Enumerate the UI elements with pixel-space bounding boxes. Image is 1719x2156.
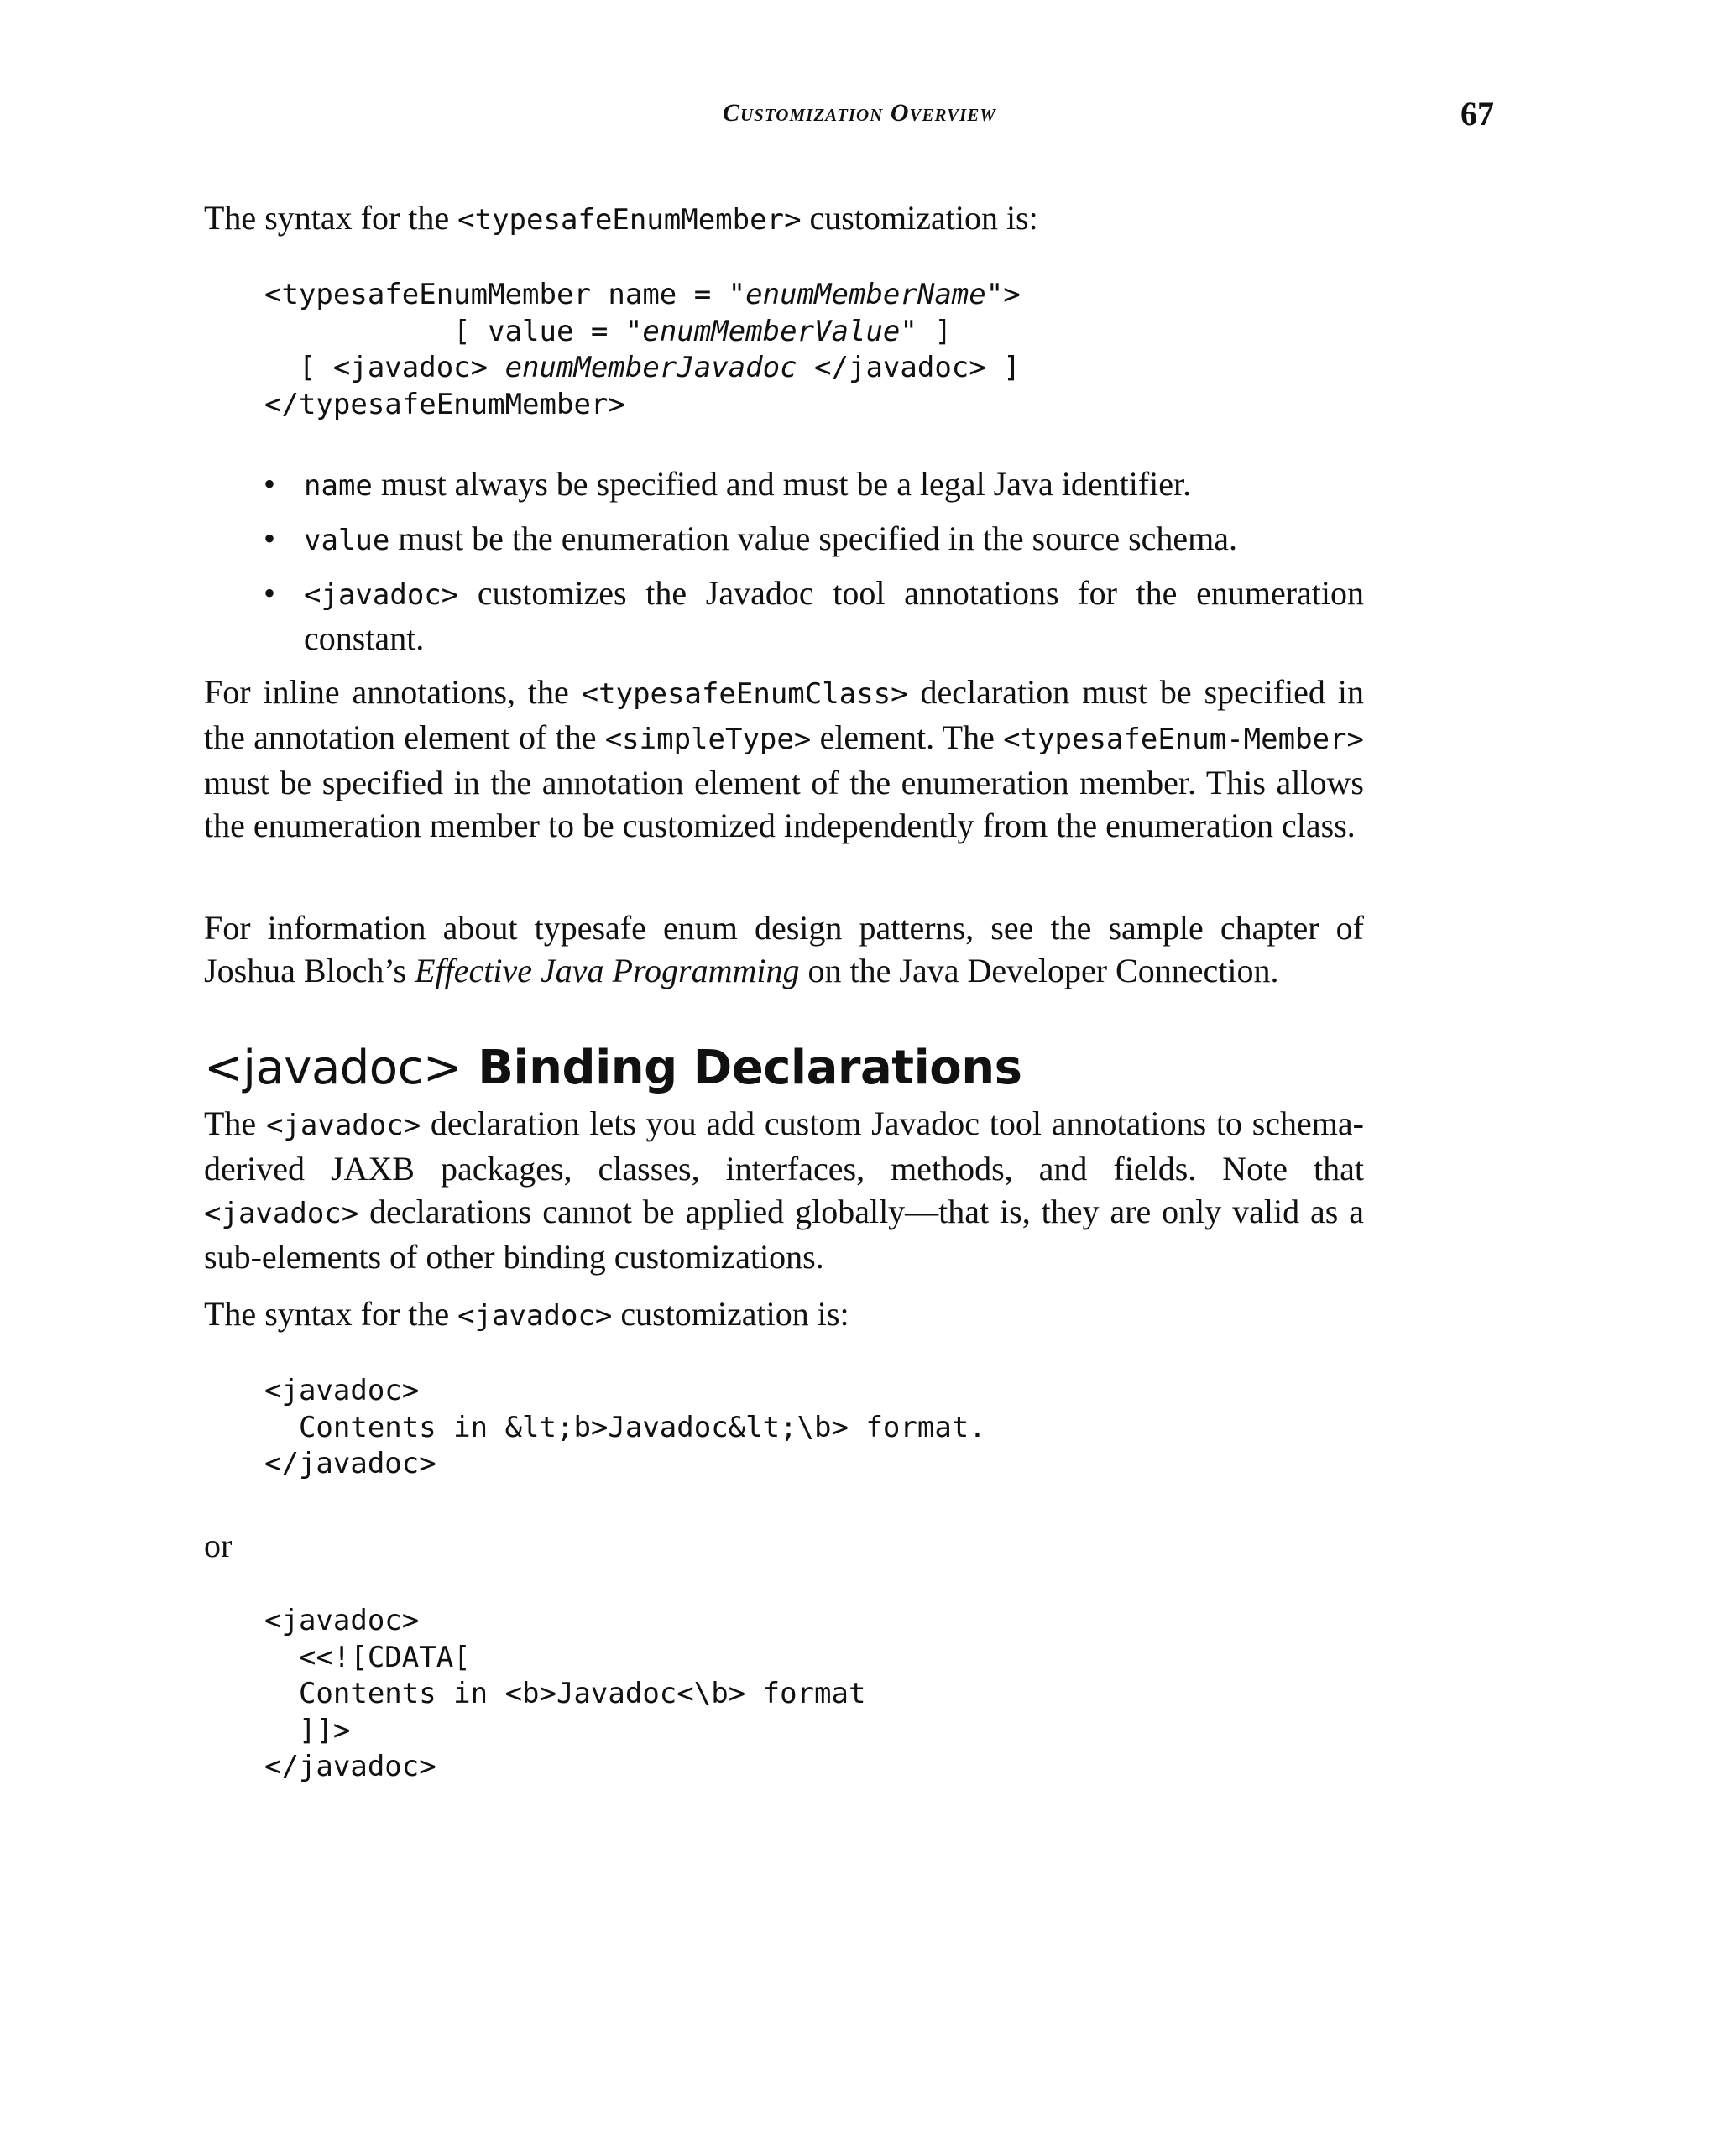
running-title: Customization Overview (723, 99, 996, 127)
paragraph-javadoc-declaration: The <javadoc> declaration lets you add custom Javadoc tool annotations to schema-derived JAXB packages, classes, interfaces, methods, and fields. Note that <javadoc> declarations cannot be applied globally—that is, they are only valid as a sub-elements of other binding customizations. (204, 1104, 1364, 1276)
page-number: 67 (1460, 95, 1494, 133)
intro-paragraph-1: The syntax for the <typesafeEnumMember> customization is: (204, 199, 1038, 237)
section-heading: <javadoc> Binding Declarations (204, 1041, 1022, 1095)
list-item: • name must always be specified and must be a legal Java identifier. (264, 465, 1192, 503)
code-block-typesafe-enum-member: <typesafeEnumMember name = "enumMemberName"> [ value = "enumMemberValue" ] [ <javadoc> enumMemberJavadoc </javadoc> ] </typesafeEnumMember> (264, 278, 1021, 421)
code-block-javadoc-cdata: <javadoc> <<![CDATA[ Contents in <b>Javadoc<\b> format ]]> </javadoc> (264, 1604, 866, 1783)
paragraph-inline-annotations: For inline annotations, the <typesafeEnumClass> declaration must be specified in the annotation element of the <simpleType> element. The <typesafeEnum-Member> must be specified in the annotation element of the enumeration member. This allows the enumeration member to be customized independently from the enumeration class. (204, 673, 1364, 844)
paragraph-design-patterns: For information about typesafe enum design patterns, see the sample chapter of Joshua Bloch’s Effective Java Programming on the Java Developer Connection. (204, 909, 1364, 989)
code-block-javadoc-escaped: <javadoc> Contents in &lt;b>Javadoc&lt;\b> format. </javadoc> (264, 1374, 986, 1480)
book-title: Effective Java Programming (415, 952, 800, 989)
inline-code: <typesafeEnumMember> (457, 203, 802, 237)
intro-paragraph-2: The syntax for the <javadoc> customization is: (204, 1295, 849, 1333)
list-item: • <javadoc> customizes the Javadoc tool annotations for the enumeration constant. (264, 574, 1364, 657)
bullet-list (252, 462, 1364, 669)
list-item: • value must be the enumeration value specified in the source schema. (264, 519, 1238, 557)
running-head (0, 95, 1719, 141)
or-text: or (204, 1527, 233, 1564)
